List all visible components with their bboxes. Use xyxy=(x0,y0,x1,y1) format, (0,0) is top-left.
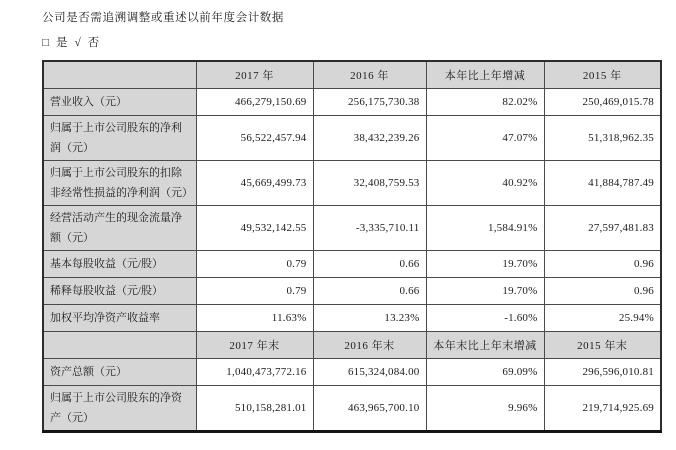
row-label-cell: 加权平均净资产收益率 xyxy=(43,305,196,332)
no-label: 否 xyxy=(87,37,100,49)
table-row xyxy=(43,206,661,251)
yes-label: 是 xyxy=(55,37,68,49)
row-label-cell: 基本每股收益（元/股） xyxy=(43,251,196,278)
value-cell: 0.96 xyxy=(544,251,661,278)
unchecked-box-icon: □ xyxy=(42,37,49,49)
table-row xyxy=(43,116,661,161)
value-cell: 1,040,473,772.16 xyxy=(196,359,313,386)
table-row xyxy=(43,305,661,332)
value-cell: 69.09% xyxy=(426,359,544,386)
financial-table-body xyxy=(43,61,661,432)
row-label-cell: 稀释每股收益（元/股） xyxy=(43,278,196,305)
value-cell: 250,469,015.78 xyxy=(544,89,661,116)
header-empty-cell xyxy=(43,61,196,89)
value-cell: 466,279,150.69 xyxy=(196,89,313,116)
table-header-row xyxy=(43,332,661,359)
value-cell: 0.96 xyxy=(544,278,661,305)
value-cell: 38,432,239.26 xyxy=(313,116,426,161)
value-cell: 45,669,499.73 xyxy=(196,161,313,206)
value-cell: 47.07% xyxy=(426,116,544,161)
row-label-cell: 资产总额（元） xyxy=(43,359,196,386)
value-cell: 82.02% xyxy=(426,89,544,116)
value-cell: 19.70% xyxy=(426,278,544,305)
value-cell: 27,597,481.83 xyxy=(544,206,661,251)
table-row xyxy=(43,89,661,116)
value-cell: 510,158,281.01 xyxy=(196,386,313,432)
header-year-cell: 本年末比上年末增减 xyxy=(426,332,544,359)
value-cell: 0.66 xyxy=(313,251,426,278)
value-cell: 296,596,010.81 xyxy=(544,359,661,386)
value-cell: 1,584.91% xyxy=(426,206,544,251)
value-cell: 25.94% xyxy=(544,305,661,332)
row-label-cell: 归属于上市公司股东的净资产（元） xyxy=(43,386,196,432)
financial-summary-table xyxy=(42,60,662,433)
value-cell: 11.63% xyxy=(196,305,313,332)
value-cell: 56,522,457.94 xyxy=(196,116,313,161)
value-cell: 19.70% xyxy=(426,251,544,278)
header-year-cell: 2017 年 xyxy=(196,61,313,89)
table-header-row xyxy=(43,61,661,89)
value-cell: 256,175,730.38 xyxy=(313,89,426,116)
table-row xyxy=(43,161,661,206)
header-year-cell: 2016 年 xyxy=(313,61,426,89)
row-label-cell: 经营活动产生的现金流量净额（元） xyxy=(43,206,196,251)
row-label-cell: 归属于上市公司股东的净利润（元） xyxy=(43,116,196,161)
value-cell: -3,335,710.11 xyxy=(313,206,426,251)
header-empty-cell xyxy=(43,332,196,359)
value-cell: 9.96% xyxy=(426,386,544,432)
value-cell: 40.92% xyxy=(426,161,544,206)
question-text: 公司是否需追溯调整或重述以前年度会计数据 xyxy=(42,12,284,24)
value-cell: 0.66 xyxy=(313,278,426,305)
value-cell: 463,965,700.10 xyxy=(313,386,426,432)
value-cell: 13.23% xyxy=(313,305,426,332)
value-cell: 32,408,759.53 xyxy=(313,161,426,206)
header-year-cell: 2017 年末 xyxy=(196,332,313,359)
row-label-cell: 归属于上市公司股东的扣除非经常性损益的净利润（元） xyxy=(43,161,196,206)
value-cell: 615,324,084.00 xyxy=(313,359,426,386)
value-cell: 0.79 xyxy=(196,251,313,278)
row-label-cell: 营业收入（元） xyxy=(43,89,196,116)
value-cell: 51,318,962.35 xyxy=(544,116,661,161)
table-row xyxy=(43,386,661,432)
value-cell: 219,714,925.69 xyxy=(544,386,661,432)
header-year-cell: 本年比上年增减 xyxy=(426,61,544,89)
header-year-cell: 2016 年末 xyxy=(313,332,426,359)
check-mark-icon: √ xyxy=(74,37,81,49)
header-year-cell: 2015 年末 xyxy=(544,332,661,359)
value-cell: 41,884,787.49 xyxy=(544,161,661,206)
checkbox-row xyxy=(42,34,106,50)
value-cell: 0.79 xyxy=(196,278,313,305)
value-cell: 49,532,142.55 xyxy=(196,206,313,251)
value-cell: -1.60% xyxy=(426,305,544,332)
table-row xyxy=(43,278,661,305)
table-row xyxy=(43,251,661,278)
table-row xyxy=(43,359,661,386)
header-year-cell: 2015 年 xyxy=(544,61,661,89)
